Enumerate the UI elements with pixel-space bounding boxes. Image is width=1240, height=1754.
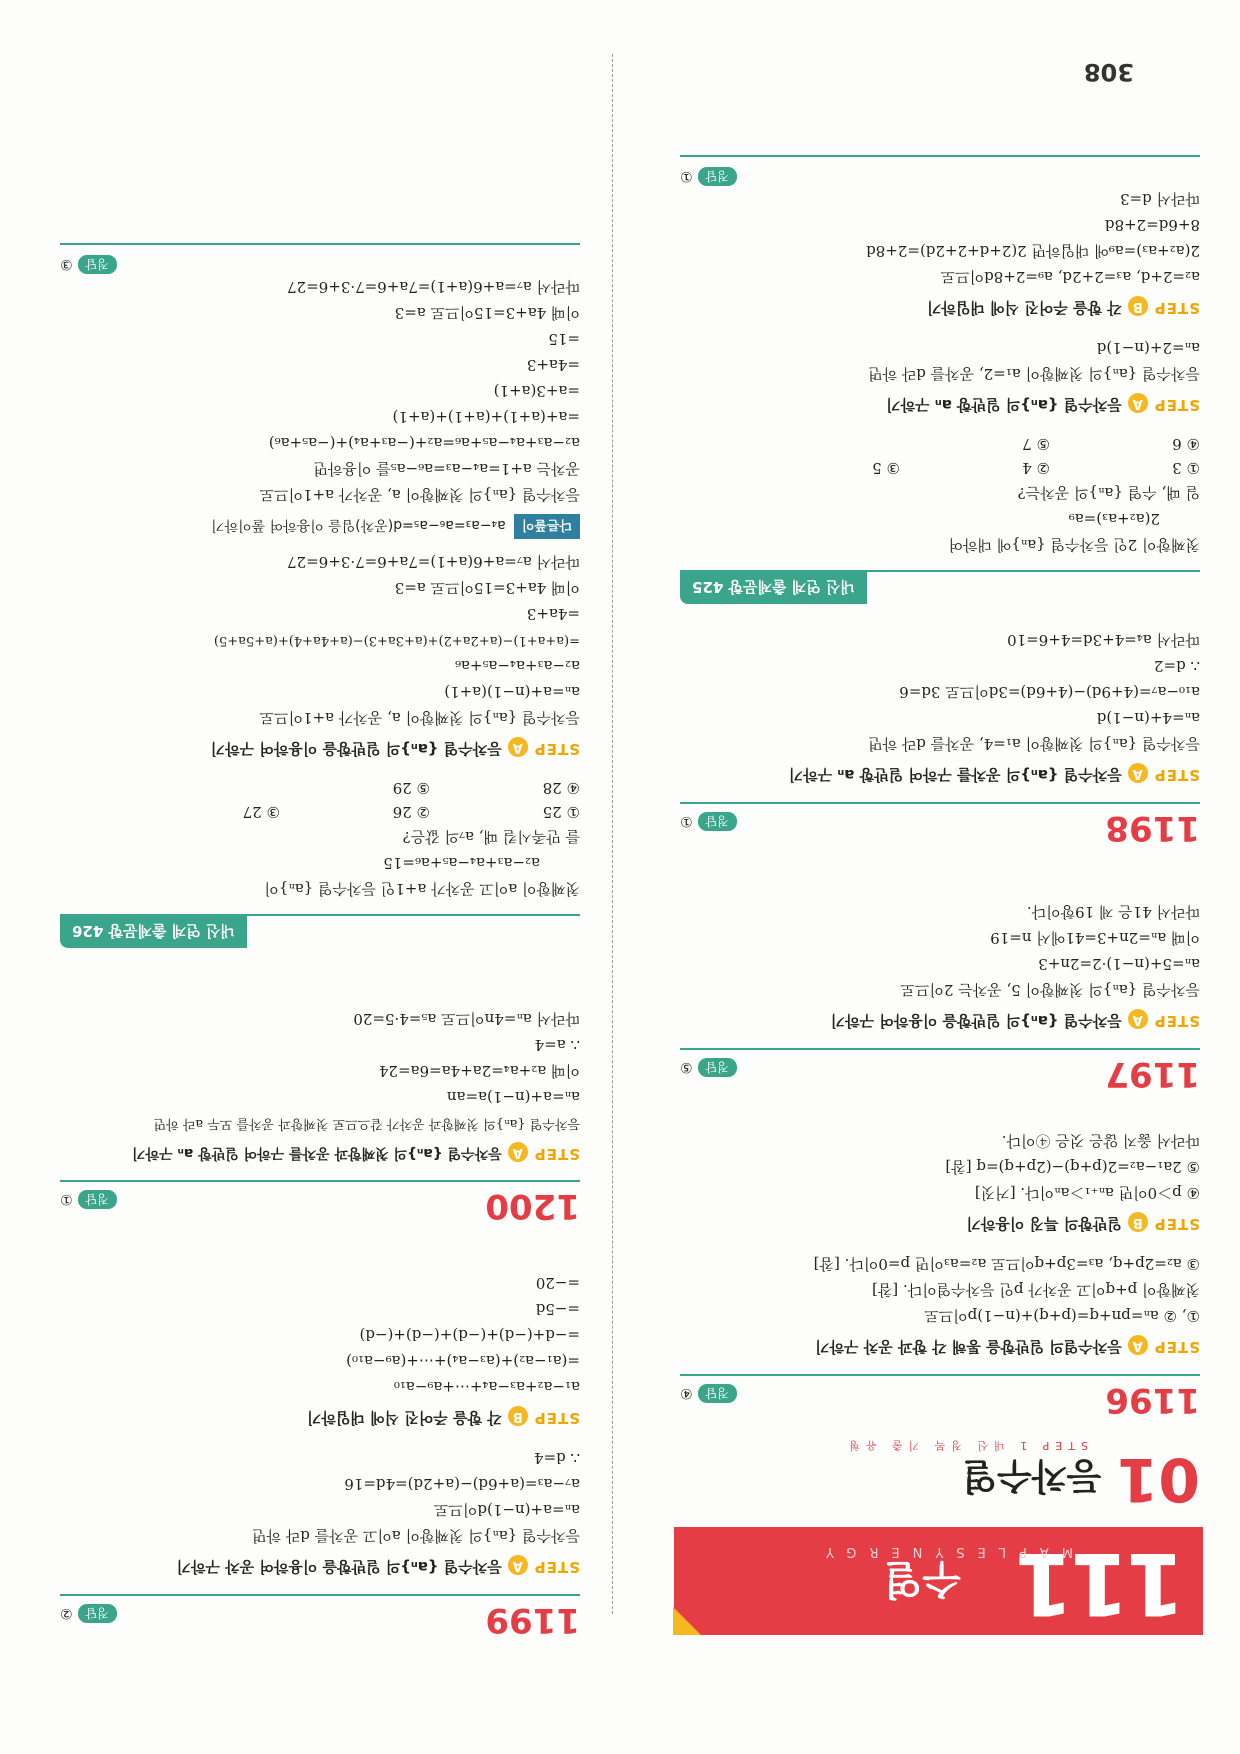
solution-line: aₙ=a+(n−1)(a+1) <box>444 683 580 701</box>
problem-number: 1198 <box>1105 808 1200 848</box>
solution-line: 따라서 aₙ=4n이므로 a₅=4·5=20 <box>353 1010 580 1028</box>
solution-line: 2(a₂+a₃)=a₉에 대입하면 2(2+d+2+2d)=2+8d <box>866 242 1200 260</box>
alt-solution-title: a₄−a₃=a₆−a₅=d(공차)임을 이용하여 풀이하기 <box>211 517 506 533</box>
answer-value: ① <box>680 168 693 184</box>
review-label: 내신 연계 출제문항 <box>108 922 235 940</box>
solution-line: 등차수열 {aₙ}의 첫째항과 공차가 같으므로 첫째항과 공차를 모두 a라 하면 <box>153 1116 580 1131</box>
answer-badge: 정답 <box>698 1384 737 1403</box>
solution-line: 따라서 a₇=a+6(a+1)=7a+6=7·3+6=27 <box>287 278 580 296</box>
solution-line: 따라서 a₄=4+3d=4+6=10 <box>1007 631 1200 649</box>
solution-line: =a+3(a+1) <box>493 382 580 400</box>
answer-badge: 정답 <box>78 1190 117 1209</box>
step-tag: STEP <box>533 1558 580 1576</box>
choice: ⑤ 7 <box>1022 435 1050 453</box>
step-tag: STEP <box>533 740 580 758</box>
answer-value: ⑤ <box>680 1059 693 1075</box>
step-title: 등차수열 {aₙ}의 일반항 aₙ 구하기 <box>886 396 1122 414</box>
step-title: 일반항의 특징 이용하기 <box>966 1215 1122 1233</box>
step-title: 등차수열 {aₙ}의 일반항을 이용하여 공차 구하기 <box>176 1558 502 1576</box>
step-tag: STEP <box>533 1145 580 1163</box>
question-line: a₂−a₃+a₄−a₅+a₆=15 <box>383 854 540 872</box>
solution-line: 이때 a₂+a₄=2a+4a=6a=24 <box>378 1062 580 1080</box>
solution-line: =(a₁−a₂)+(a₃−a₄)+⋯+(a₉−a₁₀) <box>346 1352 580 1370</box>
answer-badge: 정답 <box>78 1604 117 1623</box>
review-problem-426: 내신 연계 출제문항 426 첫째항이 a이고 공차가 a+1인 등차수열 {aₙ}이 a₂−a₃+a₄−a₅+a₆=15 를 만족시킬 때, a₇의 값은? ① 25② 26③ 27 ④ 28⑤ 29 STEPA등차수열 {aₙ}의 일반항을 이용하여 구하기 등차수열 {aₙ}의 첫째항이 a, 공차가 a+1이므로 aₙ=a+(n−1)(a+1) a₂−a₃+a₄−a₅+a₆ =(a+a+1)−(a+2a+2)+(a+3a+3)−(a+4a+4)+(a+5a+5) =4a+3 이때 4a+3=15이므로 a=3 따라서 a₇=a+6(a+1)=7a+6=7·3+6=27 다른풀이a₄−a₃=a₆−a₅=d(공차)임을 이용하여 풀이하기 등차수열 {aₙ}의 첫째항이 a, 공차가 a+1이므로 공차는 a+1=a₄−a₃=a₆−a₅를 이용하면 a₂−a₃+a₄−a₅+a₆=a₂+(−a₃+a₄)+(−a₅+a₆) =a+(a+1)+(a+1)+(a+1) =a+3(a+1) =4a+3 =15 이때 4a+3=15이므로 a=3 따라서 a₇=a+6(a+1)=7a+6=7·3+6=27 정답③ <box>60 243 580 948</box>
step-tag: STEP <box>1153 396 1200 414</box>
solution-line: 등차수열 {aₙ}의 첫째항이 a₁=4, 공차를 d라 하면 <box>868 735 1200 753</box>
step-tag: STEP <box>1153 1012 1200 1030</box>
solution-line: =a+(a+1)+(a+1)+(a+1) <box>392 408 580 426</box>
solution-line: 등차수열 {aₙ}의 첫째항이 a₁=2, 공차를 d라 하면 <box>868 365 1200 383</box>
page-number: 308 <box>1083 58 1134 86</box>
solution-line: aₙ=2+(n−1)d <box>1096 339 1200 357</box>
answer-badge: 정답 <box>78 255 117 274</box>
solution-line: 이때 4a+3=15이므로 a=3 <box>394 579 580 597</box>
answer-value: ③ <box>60 256 73 272</box>
section-number: 01 <box>1116 1444 1200 1514</box>
chapter-number: 111 <box>1017 1533 1185 1633</box>
question-line: 첫째항이 2인 등차수열 {aₙ}에 대하여 <box>948 536 1200 554</box>
solution-line: a₇−a₃=(a+6d)−(a+2d)=4d=16 <box>344 1475 580 1493</box>
solution-line: 따라서 41은 제 19항이다. <box>1026 903 1200 921</box>
chapter-title: 수열 <box>883 1556 961 1602</box>
solution-line: 이때 4a+3=15이므로 a=3 <box>394 304 580 322</box>
review-label: 내신 연계 출제문항 <box>728 578 855 596</box>
problem-number: 1196 <box>1105 1380 1200 1420</box>
question-line: 첫째항이 a이고 공차가 a+1인 등차수열 {aₙ}이 <box>264 880 580 898</box>
chapter-banner <box>674 1527 1203 1635</box>
choice: ③ 27 <box>242 803 280 821</box>
question-line: 를 만족시킬 때, a₇의 값은? <box>402 828 580 846</box>
solution-line: =4a+3 <box>526 356 580 374</box>
problem-number: 1199 <box>485 1600 580 1640</box>
problem-number: 1200 <box>485 1186 580 1226</box>
solution-line: =(a+a+1)−(a+2a+2)+(a+3a+3)−(a+4a+4)+(a+5a+5) <box>213 633 580 648</box>
choices <box>680 432 1200 480</box>
solution-line: a₂−a₃+a₄−a₅+a₆ <box>454 657 580 675</box>
question-line: 2(a₂+a₃)=a₉ <box>1068 510 1160 528</box>
step-title: 등차수열 {aₙ}의 일반항을 이용하여 구하기 <box>830 1012 1122 1030</box>
solution-line: aₙ=a+(n−1)d이므로 <box>433 1501 580 1519</box>
problem-1197: 1197 정답⑤ STEPA등차수열 {aₙ}의 일반항을 이용하여 구하기 등차수열 {aₙ}의 첫째항이 5, 공차는 2이므로 aₙ=5+(n−1)·2=2n+3 이때 aₙ=2n+3=41에서 n=19 따라서 41은 제 19항이다. <box>680 899 1200 1098</box>
solution-line: =15 <box>548 330 580 348</box>
step-tag: STEP <box>1153 299 1200 317</box>
solution-line: a₁₀−a₇=(4+9d)−(4+6d)=3d이므로 3d=6 <box>899 683 1200 701</box>
solution-line: 이때 aₙ=2n+3=41에서 n=19 <box>990 929 1200 947</box>
step-tag: STEP <box>1153 1215 1200 1233</box>
answer-value: ① <box>60 1191 73 1207</box>
solution-line: =−5d <box>535 1300 580 1318</box>
solution-line: ④ p＞0이면 aₙ₊₁＞aₙ이다. [거짓] <box>974 1184 1200 1202</box>
choice: ③ 5 <box>872 459 900 477</box>
solution-line: 따라서 옳지 않은 것은 ④이다. <box>1001 1132 1200 1150</box>
step-title: 등차수열 {aₙ}의 일반항을 이용하여 구하기 <box>210 740 502 758</box>
solution-line: ∴ a=4 <box>534 1036 580 1054</box>
choice: ④ 6 <box>1172 435 1200 453</box>
solution-line: aₙ=4+(n−1)d <box>1096 709 1200 727</box>
problem-1196: 1196 정답④ STEPA등차수열의 일반항을 통해 각 항과 공차 구하기 ①, ② aₙ=pn+q=(p+q)+(n−1)p이므로 첫째항이 p+q이고 공차가 p인 등차수열이다. [참] ③ a₂=2p+q, a₃=3p+q이므로 a₂=a₃이면 p=0이다. [참] STEPB일반항의 특징 이용하기 ④ p＞0이면 aₙ₊₁＞aₙ이다. [거짓] ⑤ 2a₁−a₂=2(p+q)−(2p+q)=q [참] 따라서 옳지 않은 것은 ④이다. <box>680 1128 1200 1424</box>
solution-line: aₙ=5+(n−1)·2=2n+3 <box>1038 955 1200 973</box>
solution-line: 따라서 a₇=a+6(a+1)=7a+6=7·3+6=27 <box>287 553 580 571</box>
review-problem-425: 내신 연계 출제문항 425 첫째항이 2인 등차수열 {aₙ}에 대하여 2(a₂+a₃)=a₉ 일 때, 수열 {aₙ}의 공차는? ① 3② 4③ 5 ④ 6⑤ 7 STEPA등차수열 {aₙ}의 일반항 aₙ 구하기 등차수열 {aₙ}의 첫째항이 a₁=2, 공차를 d라 하면 aₙ=2+(n−1)d STEPB각 항을 주어진 식에 대입하기 a₂=2+d, a₃=2+2d, a₉=2+8d이므로 2(a₂+a₃)=a₉에 대입하면 2(2+d+2+2d)=2+8d 8+6d=2+8d 따라서 d=3 정답① <box>680 155 1200 604</box>
step-tag: STEP <box>533 1409 580 1427</box>
answer-badge: 정답 <box>698 1058 737 1077</box>
solution-line: 등차수열 {aₙ}의 첫째항이 a, 공차가 a+1이므로 <box>259 709 580 727</box>
step-title: 등차수열 {aₙ}의 첫째항과 공차를 구하여 일반항 aₙ 구하기 <box>132 1145 502 1161</box>
solution-line: ③ a₂=2p+q, a₃=3p+q이므로 a₂=a₃이면 p=0이다. [참] <box>813 1255 1200 1273</box>
answer-badge: 정답 <box>698 167 737 186</box>
solution-line: 8+6d=2+8d <box>1104 216 1200 234</box>
step-title: 등차수열의 일반항을 통해 각 항과 공차 구하기 <box>815 1338 1122 1356</box>
question-line: 일 때, 수열 {aₙ}의 공차는? <box>1017 484 1200 502</box>
solution-line: aₙ=a+(n−1)a=an <box>446 1088 580 1106</box>
solution-line: ⑤ 2a₁−a₂=2(p+q)−(2p+q)=q [참] <box>945 1158 1200 1176</box>
solution-line: ∴ d=4 <box>533 1449 580 1467</box>
problem-1200: 1200 정답① STEPA등차수열 {aₙ}의 첫째항과 공차를 구하여 일반항 aₙ 구하기 등차수열 {aₙ}의 첫째항과 공차가 같으므로 첫째항과 공차를 모두 a라 하면 aₙ=a+(n−1)a=an 이때 a₂+a₄=2a+4a=6a=24 ∴ a=4 따라서 aₙ=4n이므로 a₅=4·5=20 <box>60 1006 580 1230</box>
solution-line: 등차수열 {aₙ}의 첫째항이 5, 공차는 2이므로 <box>900 981 1200 999</box>
solution-line: 공차는 a+1=a₄−a₃=a₆−a₅를 이용하면 <box>313 460 580 478</box>
solution-line: =−d+(−d)+(−d)+(−d)+(−d) <box>359 1326 580 1344</box>
solution-line: a₁−a₂+a₃−a₄+⋯+a₉−a₁₀ <box>393 1378 580 1396</box>
choice: ② 26 <box>392 803 430 821</box>
banner-fold-corner <box>673 1607 701 1635</box>
solution-line: 따라서 d=3 <box>1120 190 1200 208</box>
solution-line: a₂=2+d, a₃=2+2d, a₉=2+8d이므로 <box>940 268 1200 286</box>
column-divider <box>612 54 613 1614</box>
solution-line: ∴ d=2 <box>1153 657 1200 675</box>
choice: ⑤ 29 <box>392 779 430 797</box>
review-number: 425 <box>692 578 724 596</box>
choice: ① 25 <box>542 803 580 821</box>
answer-value: ② <box>60 1605 73 1621</box>
solution-line: =4a+3 <box>526 605 580 623</box>
alt-solution-tag: 다른풀이 <box>514 514 580 539</box>
solution-line: =−20 <box>535 1274 580 1292</box>
brand-text: MAPLESYNERGY <box>813 1544 1073 1559</box>
section-title: 등차수열 <box>962 1455 1102 1497</box>
choices <box>60 776 580 824</box>
answer-value: ④ <box>680 1385 693 1401</box>
solution-line: 등차수열 {aₙ}의 첫째항이 a이고 공차를 d라 하면 <box>251 1527 580 1545</box>
problem-1199: 1199 정답② STEPA등차수열 {aₙ}의 일반항을 이용하여 공차 구하기 등차수열 {aₙ}의 첫째항이 a이고 공차를 d라 하면 aₙ=a+(n−1)d이므로 a₇−a₃=(a+6d)−(a+2d)=4d=16 ∴ d=4 STEPB각 항을 주어진 식에 대입하기 a₁−a₂+a₃−a₄+⋯+a₉−a₁₀ =(a₁−a₂)+(a₃−a₄)+⋯+(a₉−a₁₀) =−d+(−d)+(−d)+(−d)+(−d) =−5d =−20 <box>60 1270 580 1644</box>
step-tag: STEP <box>1153 766 1200 784</box>
step-title: 각 항을 주어진 식에 대입하기 <box>926 299 1122 317</box>
review-number: 426 <box>72 922 104 940</box>
solution-line: 첫째항이 p+q이고 공차가 p인 등차수열이다. [참] <box>871 1281 1200 1299</box>
step-title: 각 항을 주어진 식에 대입하기 <box>306 1409 502 1427</box>
solution-line: ①, ② aₙ=pn+q=(p+q)+(n−1)p이므로 <box>924 1307 1200 1325</box>
choice: ② 4 <box>1022 459 1050 477</box>
solution-line: a₂−a₃+a₄−a₅+a₆=a₂+(−a₃+a₄)+(−a₅+a₆) <box>268 434 580 452</box>
step-line: STEP 1 내신 정복 기출 유형 <box>843 1439 1088 1452</box>
problem-1198: 1198 정답① STEPA등차수열 {aₙ}의 공차를 구하여 일반항 aₙ 구하기 등차수열 {aₙ}의 첫째항이 a₁=4, 공차를 d라 하면 aₙ=4+(n−1)d a₁₀−a₇=(4+9d)−(4+6d)=3d이므로 3d=6 ∴ d=2 따라서 a₄=4+3d=4+6=10 <box>680 627 1200 852</box>
choice: ④ 28 <box>542 779 580 797</box>
choice: ① 3 <box>1172 459 1200 477</box>
answer-value: ① <box>680 813 693 829</box>
step-title: 등차수열 {aₙ}의 공차를 구하여 일반항 aₙ 구하기 <box>788 766 1122 784</box>
solution-line: 등차수열 {aₙ}의 첫째항이 a, 공차가 a+1이므로 <box>259 486 580 504</box>
section-heading <box>843 1439 1200 1514</box>
answer-badge: 정답 <box>698 812 737 831</box>
step-tag: STEP <box>1153 1338 1200 1356</box>
problem-number: 1197 <box>1105 1054 1200 1094</box>
